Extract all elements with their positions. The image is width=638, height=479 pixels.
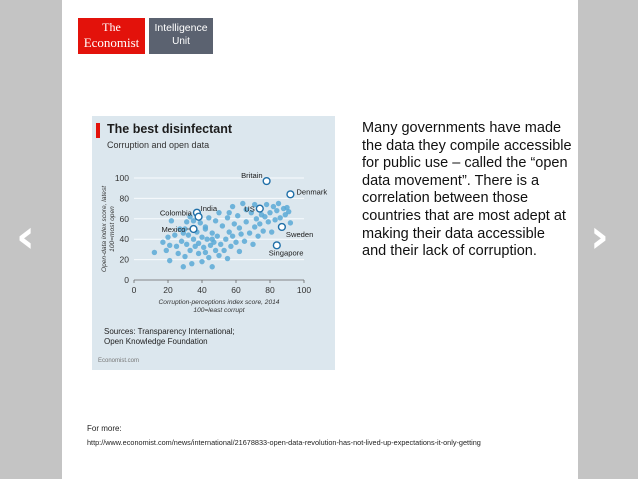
scatter-point	[210, 264, 215, 269]
country-label-us: US	[244, 204, 255, 214]
slide-content	[62, 0, 578, 479]
scatter-point	[223, 237, 228, 242]
scatter-point	[169, 218, 174, 223]
scatter-point	[269, 229, 274, 234]
scatter-point	[220, 223, 225, 228]
scatter-point	[184, 242, 189, 247]
scatter-point	[278, 215, 283, 220]
scatter-point	[198, 220, 203, 225]
country-label-mexico: Mexico	[161, 225, 186, 234]
scatter-point	[255, 233, 260, 238]
scatter-point	[206, 255, 211, 260]
scatter-point	[210, 230, 215, 235]
chart-sources-line2: Open Knowledge Foundation	[104, 337, 208, 346]
economist-logo-line2: Economist	[83, 35, 140, 50]
economist-logo-line1: The	[102, 20, 121, 34]
y-tick-label: 60	[119, 213, 129, 224]
eiu-logo-line1: Intelligence	[154, 22, 208, 34]
scatter-point	[167, 258, 172, 263]
for-more-label: For more:	[87, 424, 122, 433]
scatter-point	[262, 214, 267, 219]
x-tick-label: 100	[296, 285, 312, 295]
scatter-point	[276, 201, 281, 206]
scatter-point	[266, 219, 271, 224]
scatter-point	[254, 216, 259, 221]
y-tick-label: 100	[114, 173, 129, 183]
scatter-point	[164, 248, 169, 253]
x-axis-sublabel: 100=least corrupt	[193, 307, 245, 314]
scatter-point	[176, 251, 181, 256]
scatter-point	[230, 204, 235, 209]
x-tick-label: 20	[163, 285, 173, 295]
scatter-point	[233, 240, 238, 245]
scatter-point	[213, 218, 218, 223]
scatter-point	[237, 225, 242, 230]
country-point-india	[195, 213, 202, 220]
chart-subtitle: Corruption and open data	[107, 140, 210, 150]
scatter-point	[179, 239, 184, 244]
scatter-point	[189, 261, 194, 266]
scatter-point	[232, 221, 237, 226]
chart-sources-line1: Sources: Transparency International;	[104, 327, 235, 336]
chart-red-accent	[96, 123, 100, 138]
country-point-denmark	[287, 191, 294, 198]
country-label-denmark: Denmark	[296, 187, 328, 197]
scatter-point	[191, 237, 196, 242]
scatter-point	[201, 245, 206, 250]
country-label-britain: Britain	[241, 171, 263, 181]
country-point-sweden	[279, 224, 286, 231]
y-tick-label: 0	[124, 275, 129, 285]
scatter-point	[288, 220, 293, 225]
x-tick-label: 80	[265, 285, 275, 295]
y-axis-sublabel: 100=most open	[109, 206, 116, 252]
source-link[interactable]: http://www.economist.com/news/international/21678833-open-data-revolution-has-not-lived-up-expectations-it-only-getting	[87, 438, 481, 447]
scatter-point	[218, 242, 223, 247]
scatter-point	[204, 237, 209, 242]
country-point-britain	[263, 178, 270, 185]
scatter-point	[252, 224, 257, 229]
scatter-point	[199, 259, 204, 264]
scatter-point	[210, 237, 215, 242]
scatter-point	[272, 217, 277, 222]
scatter-point	[216, 253, 221, 258]
y-tick-label: 40	[119, 234, 129, 245]
country-point-us	[256, 205, 263, 212]
chart-sources	[104, 327, 235, 347]
scatter-point	[267, 210, 272, 215]
scatter-point	[230, 233, 235, 238]
country-label-sweden: Sweden	[285, 229, 314, 239]
scatter-point	[199, 234, 204, 239]
scatter-point	[247, 230, 252, 235]
y-tick-label: 80	[119, 193, 129, 204]
scatter-point	[167, 243, 172, 248]
scatter-point	[215, 233, 220, 238]
scatter-point	[196, 241, 201, 246]
country-label-india: India	[200, 203, 218, 213]
scatter-point	[165, 234, 170, 239]
scatter-point	[203, 224, 208, 229]
x-tick-label: 40	[197, 285, 207, 295]
scatter-point	[235, 213, 240, 218]
scatter-point	[213, 248, 218, 253]
scatter-point	[206, 215, 211, 220]
scatter-point	[238, 231, 243, 236]
eiu-logo-line2: Unit	[172, 36, 190, 47]
scatter-point	[227, 210, 232, 215]
country-label-singapore: Singapore	[268, 248, 304, 258]
scatter-point	[257, 221, 262, 226]
scatter-point	[225, 215, 230, 220]
scatter-point	[274, 208, 279, 213]
y-axis-label: Open-data index score, latest	[101, 185, 108, 273]
y-tick-label: 20	[119, 254, 129, 265]
scatter-point	[182, 254, 187, 259]
scatter-point	[228, 244, 233, 249]
scatter-point	[196, 251, 201, 256]
economist-logo	[78, 18, 145, 54]
chart-title: The best disinfectant	[107, 122, 233, 136]
country-label-colombia: Colombia	[159, 208, 192, 218]
scatter-point	[187, 248, 192, 253]
scatter-point	[242, 239, 247, 244]
scatter-point	[261, 228, 266, 233]
scatter-point	[250, 242, 255, 247]
scatter-point	[221, 248, 226, 253]
scatter-point	[244, 219, 249, 224]
scatter-point	[181, 264, 186, 269]
scatter-point	[184, 219, 189, 224]
next-slide-arrow-icon[interactable]: ›	[590, 209, 609, 263]
slide-description: Many governments have made the data they compile accessible for public use – called the “open data movement”. There is a correlation between those countries that are most adept at making their data accessible and their lack of corruption.	[362, 120, 572, 260]
chart-figure	[92, 116, 335, 370]
scatter-point	[186, 232, 191, 237]
country-point-mexico	[190, 226, 197, 233]
scatter-point	[216, 210, 221, 215]
x-axis-label: Corruption-perceptions index score, 2014	[158, 299, 280, 306]
intelligence-unit-logo	[149, 18, 213, 54]
scatter-point	[225, 256, 230, 261]
scatter-point	[286, 209, 291, 214]
scatter-point	[160, 240, 165, 245]
previous-slide-arrow-icon[interactable]: ‹	[16, 209, 35, 263]
x-tick-label: 60	[231, 285, 241, 295]
scatter-point	[174, 244, 179, 249]
chart-credit: Economist.com	[98, 358, 140, 364]
scatter-point	[264, 202, 269, 207]
scatter-point	[237, 249, 242, 254]
scatter-point	[203, 250, 208, 255]
x-tick-label: 0	[131, 285, 137, 295]
scatter-point	[152, 250, 157, 255]
